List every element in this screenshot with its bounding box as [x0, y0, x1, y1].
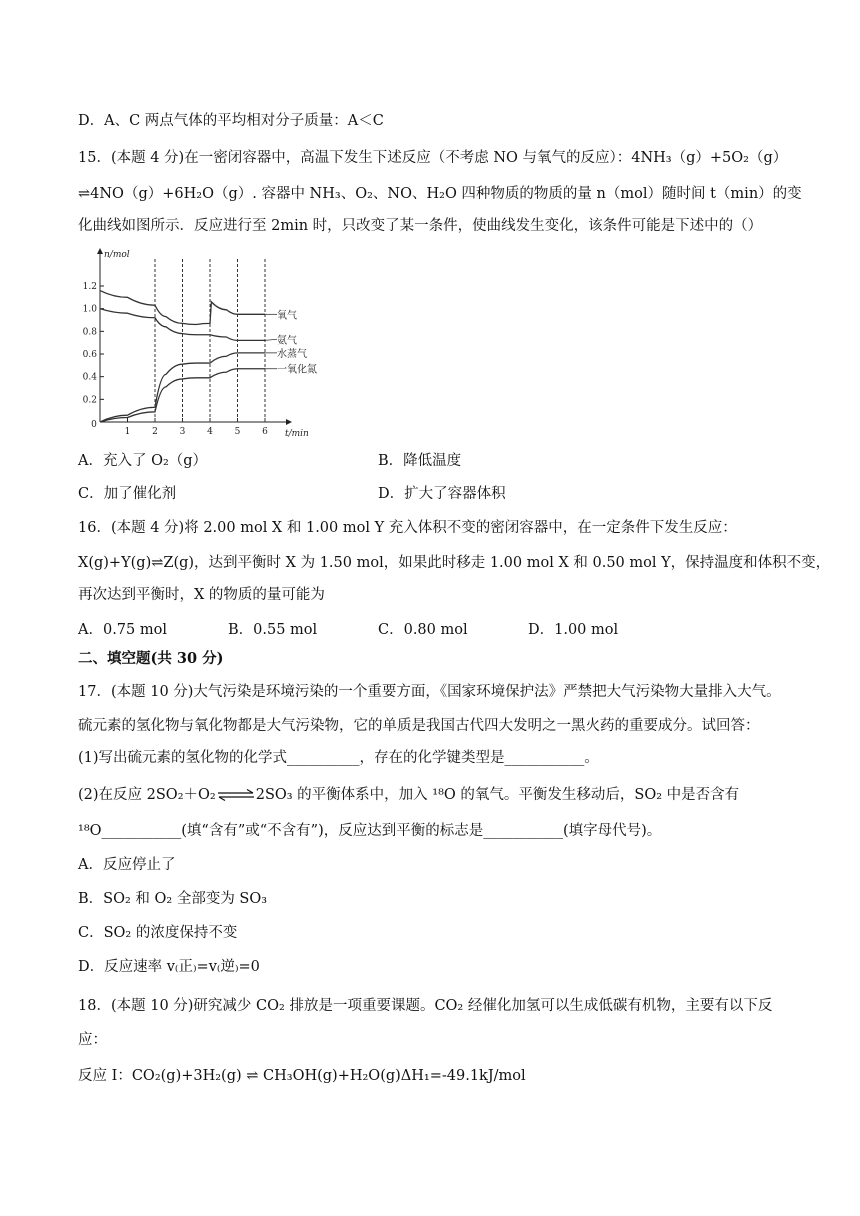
y-axis-arrow — [97, 248, 103, 254]
x-axis-arrow — [286, 419, 292, 425]
q18-reaction-1: 反应 I：CO₂(g)+3H₂(g) ⇌ CH₃OH(g)+H₂O(g)ΔH₁=-49.1kJ/mol — [78, 1068, 526, 1084]
q15-stem-line-3: 化曲线如图所示．反应进行至 2min 时，只改变了某一条件，使曲线发生变化，该条件可能是下述中的（） — [78, 218, 763, 234]
q15-stem-line-1: 15．(本题 4 分)在一密闭容器中，高温下发生下述反应（不考虑 NO 与氧气的反应）：4NH₃（g）+5O₂（g） — [78, 150, 788, 166]
x-tick-label: 3 — [179, 427, 186, 437]
section-title-fill-in: 二、填空题(共 30 分) — [78, 650, 224, 667]
series-label-1: 氧气 — [277, 310, 297, 322]
y-axis-label: n/mol — [104, 250, 130, 260]
y-tick-label: 0.8 — [82, 327, 97, 338]
series-label-3: 水蒸气 — [277, 348, 307, 360]
x-tick-label: 5 — [234, 427, 241, 437]
y-tick-label: 1.0 — [82, 304, 97, 315]
q17-stem-line-2: 硫元素的氢化物与氧化物都是大气污染物，它的单质是我国古代四大发明之一黑火药的重要成分。试回答： — [78, 718, 760, 734]
q17-part-1: (1)写出硫元素的氢化物的化学式__________，存在的化学键类型是___________。 — [78, 750, 599, 766]
q16-stem-line-3: 再次达到平衡时，X 的物质的量可能为 — [78, 587, 325, 603]
q17-part-2-line — [78, 785, 739, 805]
x-tick-label: 6 — [262, 427, 268, 437]
q17-part-2-blanks: ¹⁸O___________(填“含有”或“不含有”)，反应达到平衡的标志是___________(填字母代号)。 — [78, 823, 662, 839]
q14-option-d: D．A、C 两点气体的平均相对分子质量：A＜C — [78, 113, 384, 129]
q16-option-c: C．0.80 mol — [378, 622, 468, 638]
y-tick-label: 0.2 — [82, 395, 97, 406]
q15-option-a: A．充入了 O₂（g） — [78, 453, 208, 469]
q15-option-b: B．降低温度 — [378, 453, 462, 469]
q17-option-a: A．反应停止了 — [78, 857, 176, 873]
q16-option-b: B．0.55 mol — [228, 622, 318, 638]
q16-stem-line-1: 16．(本题 4 分)将 2.00 mol X 和 1.00 mol Y 充入体积不变的密闭容器中，在一定条件下发生反应： — [78, 520, 737, 536]
q15-option-c: C．加了催化剂 — [78, 486, 177, 502]
series-leader-2 — [265, 339, 277, 340]
mole-time-chart — [78, 243, 318, 438]
y-tick-label: 0.6 — [82, 350, 97, 360]
series-label-4: 一氧化氮 — [277, 364, 317, 376]
q17-part-2-equation-right: 2SO₃ 的平衡体系中，加入 ¹⁸O 的氧气。平衡发生移动后，SO₂ 中是否含有 — [255, 787, 740, 803]
equilibrium-arrow-icon — [216, 789, 256, 801]
x-tick-label: 4 — [207, 427, 213, 437]
q16-stem-line-2: X(g)+Y(g)⇌Z(g)，达到平衡时 X 为 1.50 mol，如果此时移走 1.00 mol X 和 0.50 mol Y，保持温度和体积不变， — [78, 555, 831, 571]
origin-label: 0 — [91, 420, 97, 430]
x-tick-label: 1 — [124, 427, 131, 437]
y-tick-label: 1.2 — [82, 282, 97, 292]
q15-option-d: D．扩大了容器体积 — [378, 486, 506, 502]
q16-option-a: A．0.75 mol — [78, 622, 167, 638]
q17-option-d: D．反应速率 v₍正₎=v₍逆₎=0 — [78, 959, 260, 975]
q17-part-2-equation-left: (2)在反应 2SO₂＋O₂ — [78, 787, 216, 803]
q17-option-b: B．SO₂ 和 O₂ 全部变为 SO₃ — [78, 891, 268, 907]
y-tick-label: 0.4 — [82, 372, 97, 383]
q18-stem-line-2: 应： — [78, 1032, 107, 1048]
q15-stem-line-2: ⇌4NO（g）+6H₂O（g）. 容器中 NH₃、O₂、NO、H₂O 四种物质的物质的量 n（mol）随时间 t（min）的变 — [78, 186, 802, 202]
q18-stem-line-1: 18．(本题 10 分)研究减少 CO₂ 排放是一项重要课题。CO₂ 经催化加氢可以生成低碳有机物，主要有以下反 — [78, 998, 773, 1014]
q17-option-c: C．SO₂ 的浓度保持不变 — [78, 925, 238, 941]
q17-stem-line-1: 17．(本题 10 分)大气污染是环境污染的一个重要方面，《国家环境保护法》严禁把大气污染物大量排入大气。 — [78, 684, 781, 700]
q16-option-d: D．1.00 mol — [528, 622, 619, 638]
series-label-2: 氨气 — [277, 335, 297, 347]
x-axis-label: t/min — [285, 429, 309, 438]
x-tick-label: 2 — [152, 427, 158, 437]
